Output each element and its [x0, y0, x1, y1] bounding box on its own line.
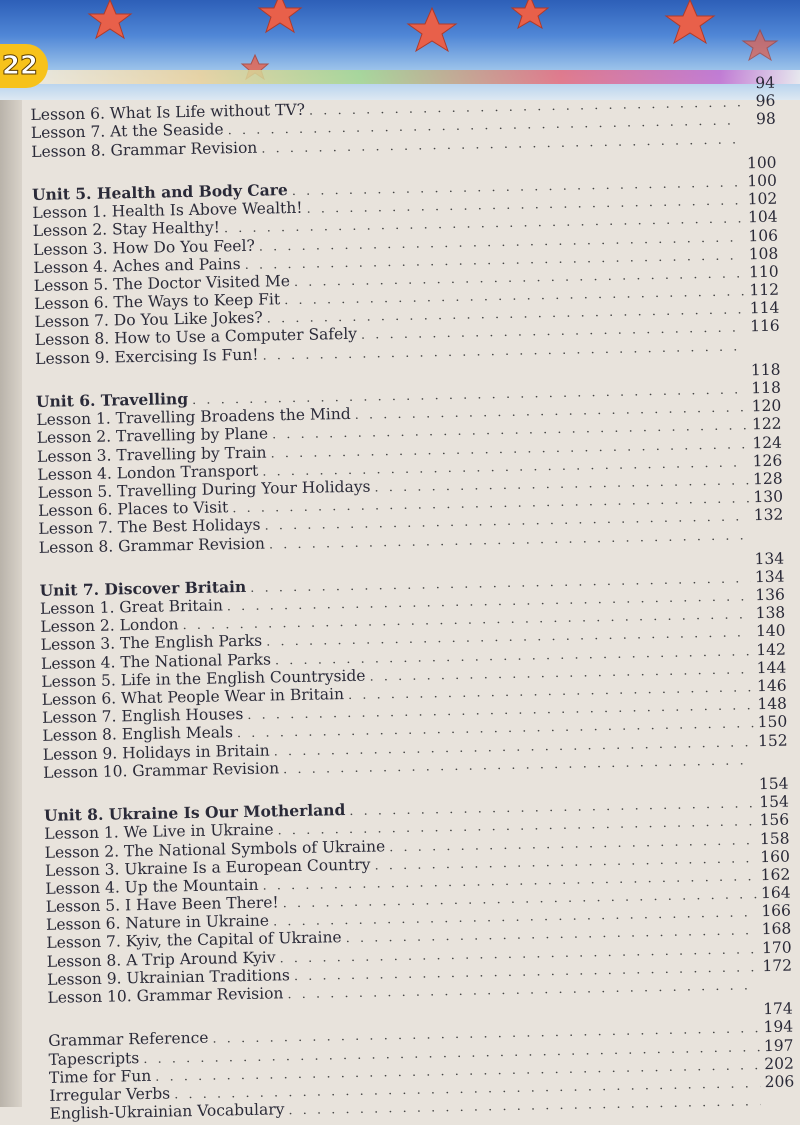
toc-page-number: 128 — [748, 470, 782, 489]
toc-block-unit5 — [32, 153, 781, 367]
toc-entry-label: English-Ukrainian Vocabulary — [50, 1100, 289, 1123]
toc-entry-label: Lesson 5. I Have Been There! — [46, 893, 283, 916]
toc-entry-label: Lesson 4. London Transport — [37, 461, 262, 484]
toc-page-number: 124 — [748, 433, 782, 452]
toc-page-number: 126 — [748, 451, 782, 470]
toc-entry-label: Grammar Reference — [48, 1029, 213, 1050]
toc-page-number: 108 — [744, 244, 778, 263]
toc-page-number: 160 — [756, 847, 790, 866]
toc-entry-label: Lesson 4. Aches and Pains — [33, 255, 244, 277]
toc-entry-label: Lesson 7. The Best Holidays — [38, 516, 264, 539]
toc-page-number: 206 — [760, 1072, 794, 1091]
toc-entry-label: Time for Fun — [49, 1067, 156, 1087]
toc-page-number: 172 — [758, 956, 792, 975]
toc-entry-label: Lesson 4. The National Parks — [41, 650, 275, 673]
toc-page-number: 94 — [741, 74, 775, 93]
toc-page-number: 168 — [757, 920, 791, 939]
table-of-contents — [30, 74, 795, 1123]
toc-entry-label: Lesson 1. Travelling Broadens the Mind — [36, 405, 355, 429]
toc-page-number: 114 — [745, 299, 779, 318]
toc-entry-label: Lesson 4. Up the Mountain — [45, 876, 262, 898]
toc-page-number: 118 — [747, 379, 781, 398]
toc-entry-label: Lesson 7. English Houses — [42, 705, 248, 727]
toc-page-number: 152 — [753, 731, 787, 750]
toc-page-number: 154 — [755, 793, 789, 812]
toc-page-number — [742, 142, 776, 143]
toc-entry-label: Lesson 8. How to Use a Computer Safely — [35, 325, 361, 349]
toc-entry-label: Lesson 8. Grammar Revision — [31, 138, 261, 161]
toc-entry-label: Lesson 1. Health Is Above Wealth! — [32, 199, 306, 222]
toc-entry-label: Lesson 2. The National Symbols of Ukraine — [45, 837, 390, 862]
toc-entry-label: Unit 5. Health and Body Care — [32, 181, 292, 204]
toc-page-number: 154 — [754, 775, 788, 794]
toc-page-number: 150 — [753, 713, 787, 732]
toc-entry-label: Lesson 3. The English Parks — [41, 632, 267, 655]
toc-page-number: 202 — [760, 1054, 794, 1073]
toc-page-number — [761, 1105, 795, 1106]
toc-entry-label: Lesson 6. Nature in Ukraine — [46, 912, 273, 935]
toc-page-number: 156 — [755, 811, 789, 830]
toc-entry-label: Lesson 10. Grammar Revision — [47, 984, 287, 1007]
toc-entry-label: Lesson 3. How Do You Feel? — [33, 236, 259, 259]
toc-entry-label: Lesson 6. Places to Visit — [38, 498, 233, 520]
toc-page-number: 194 — [759, 1018, 793, 1037]
toc-page-number — [754, 763, 788, 764]
toc-block-appendix — [48, 1000, 795, 1123]
toc-entry-label: Unit 8. Ukraine Is Our Motherland — [44, 801, 350, 825]
toc-page-number: 170 — [757, 938, 791, 957]
toc-entry-label: Lesson 9. Ukrainian Traditions — [47, 966, 294, 989]
toc-entry-label: Lesson 10. Grammar Revision — [43, 759, 283, 782]
toc-page-number: 104 — [743, 208, 777, 227]
toc-entry-label: Unit 7. Discover Britain — [39, 578, 250, 600]
toc-entry-label: Lesson 9. Exercising Is Fun! — [35, 345, 263, 368]
toc-page-number: 140 — [751, 622, 785, 641]
toc-block-unit6 — [36, 360, 784, 556]
toc-entry-label: Lesson 7. Kyiv, the Capital of Ukraine — [46, 929, 346, 953]
toc-block-unit4-end — [30, 74, 776, 161]
toc-entry-label: Tapescripts — [48, 1049, 143, 1069]
toc-page-number: 100 — [743, 172, 777, 191]
toc-page-number: 138 — [751, 604, 785, 623]
toc-page-number: 162 — [756, 865, 790, 884]
toc-page-number: 102 — [743, 190, 777, 209]
toc-entry-label: Lesson 1. We Live in Ukraine — [44, 821, 278, 844]
page-number: 22 — [0, 44, 48, 88]
toc-page-number: 134 — [750, 549, 784, 568]
toc-entry-label: Lesson 7. At the Seaside — [31, 121, 228, 143]
toc-entry-label: Lesson 8. English Meals — [42, 724, 237, 746]
toc-page-number: 166 — [757, 902, 791, 921]
toc-entry-label: Lesson 6. What Is Life without TV? — [30, 101, 309, 125]
toc-page-number: 120 — [747, 397, 781, 416]
toc-page-number: 146 — [752, 677, 786, 696]
toc-page-number: 118 — [746, 360, 780, 379]
toc-page-number: 110 — [744, 263, 778, 282]
toc-entry-label: Lesson 3. Ukraine Is a European Country — [45, 855, 375, 880]
toc-page-number: 116 — [746, 317, 780, 336]
toc-page-number: 142 — [752, 640, 786, 659]
toc-entry-label: Lesson 1. Great Britain — [40, 596, 227, 618]
toc-page-number: 98 — [742, 110, 776, 129]
toc-entry-label: Lesson 2. Travelling by Plane — [37, 425, 273, 448]
toc-entry-label: Lesson 5. Life in the English Countryside — [41, 666, 369, 690]
toc-page-number: 148 — [753, 695, 787, 714]
toc-page-number: 112 — [745, 281, 779, 300]
toc-entry-label: Lesson 5. The Doctor Visited Me — [34, 272, 294, 295]
toc-page-number — [758, 989, 792, 990]
toc-page-number — [746, 349, 780, 350]
toc-page-number: 96 — [741, 92, 775, 111]
toc-block-unit8 — [43, 775, 792, 1008]
toc-entry-label: Lesson 6. The Ways to Keep Fit — [34, 290, 284, 313]
toc-page-number: 130 — [749, 488, 783, 507]
toc-entry-label: Lesson 7. Do You Like Jokes? — [34, 309, 267, 332]
toc-entry-label: Lesson 6. What People Wear in Britain — [42, 685, 349, 709]
toc-page-number: 197 — [759, 1036, 793, 1055]
toc-page-number: 100 — [742, 153, 776, 172]
toc-entry-label: Irregular Verbs — [49, 1084, 174, 1105]
toc-entry-label: Lesson 9. Holidays in Britain — [43, 741, 274, 764]
toc-page-number: 122 — [747, 415, 781, 434]
toc-page-number: 136 — [751, 586, 785, 605]
toc-page-number: 134 — [750, 567, 784, 586]
page-edge — [0, 100, 22, 1107]
toc-block-unit7 — [39, 549, 788, 782]
toc-page-number: 106 — [744, 226, 778, 245]
toc-entry-label: Lesson 8. A Trip Around Kyiv — [47, 948, 280, 971]
toc-page-number: 158 — [755, 829, 789, 848]
toc-page-number — [750, 538, 784, 539]
toc-entry-label: Unit 6. Travelling — [36, 390, 192, 411]
toc-entry-label: Lesson 2. Stay Healthy! — [33, 219, 225, 241]
toc-page-number: 174 — [759, 1000, 793, 1019]
toc-entry-label: Lesson 8. Grammar Revision — [39, 534, 269, 557]
toc-entry-label: Lesson 2. London — [40, 615, 183, 636]
toc-entry-label: Lesson 5. Travelling During Your Holidays — [38, 477, 375, 502]
toc-entry-label: Lesson 3. Travelling by Train — [37, 443, 271, 466]
toc-page-number: 164 — [756, 884, 790, 903]
toc-page-number: 132 — [749, 506, 783, 525]
toc-page-number: 144 — [752, 658, 786, 677]
